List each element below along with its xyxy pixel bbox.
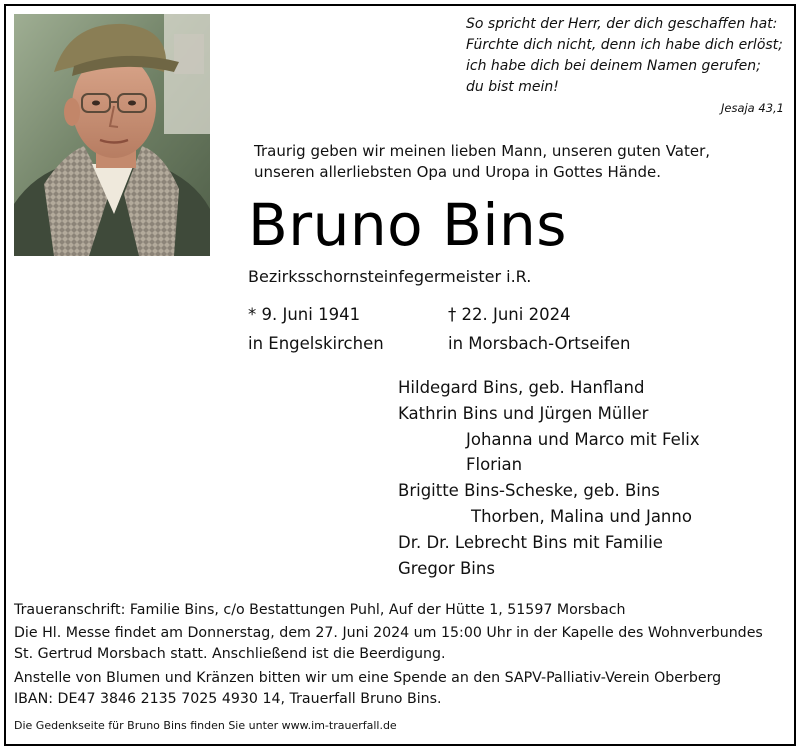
- mourner-item: Johanna und Marco mit Felix: [466, 429, 700, 449]
- mourner-item: Gregor Bins: [398, 558, 495, 578]
- intro-line: unseren allerliebsten Opa und Uropa in Gottes Hände.: [254, 163, 661, 181]
- donation-info: Anstelle von Blumen und Kränzen bitten wir um eine Spende an den SAPV-Palliativ-Verein Oberberg: [14, 669, 722, 686]
- mourning-address: Traueranschrift: Familie Bins, c/o Bestattungen Puhl, Auf der Hütte 1, 51597 Morsbach: [14, 602, 626, 618]
- verse-line: du bist mein!: [466, 79, 559, 95]
- donation-iban: IBAN: DE47 3846 2135 7025 4930 14, Trauerfall Bruno Bins.: [14, 690, 442, 707]
- birth-place: in Engelskirchen: [248, 334, 384, 353]
- verse-line: Fürchte dich nicht, denn ich habe dich erlöst;: [466, 37, 783, 53]
- intro-line: Traurig geben wir meinen lieben Mann, unseren guten Vater,: [254, 142, 711, 160]
- mass-info: Die Hl. Messe findet am Donnerstag, dem 27. Juni 2024 um 15:00 Uhr in der Kapelle des Wohnverbundes: [14, 625, 763, 642]
- notices-block: [14, 600, 790, 710]
- mourner-item: Kathrin Bins und Jürgen Müller: [398, 403, 649, 423]
- birth-date: * 9. Juni 1941: [248, 305, 361, 324]
- death-date: † 22. Juni 2024: [448, 305, 571, 324]
- death-info: [448, 300, 631, 358]
- mourner-item: Hildegard Bins, geb. Hanfland: [398, 378, 645, 397]
- mourner-item: Florian: [466, 455, 523, 475]
- verse-line: ich habe dich bei deinem Namen gerufen;: [466, 58, 761, 74]
- deceased-name: Bruno Bins: [248, 191, 567, 259]
- death-place: in Morsbach-Ortseifen: [448, 334, 631, 353]
- mourner-item: Dr. Dr. Lebrecht Bins mit Familie: [398, 532, 663, 552]
- mourner-item: Thorben, Malina und Janno: [471, 506, 692, 526]
- portrait-illustration: [14, 14, 210, 256]
- verse-line: So spricht der Herr, der dich geschaffen hat:: [466, 16, 778, 32]
- intro-text: [254, 141, 710, 183]
- verse-reference: Jesaja 43,1: [720, 101, 784, 115]
- memorial-page-link[interactable]: Die Gedenkseite für Bruno Bins finden Sie unter www.im-trauerfall.de: [14, 719, 397, 732]
- birth-info: [248, 300, 384, 358]
- mourners-list: [398, 375, 700, 581]
- portrait-photo: [14, 14, 210, 256]
- bible-verse: [466, 14, 792, 98]
- deceased-occupation: Bezirksschornsteinfegermeister i.R.: [248, 267, 532, 286]
- mass-info: St. Gertrud Morsbach statt. Anschließend ist die Beerdigung.: [14, 646, 446, 663]
- mourner-item: Brigitte Bins-Scheske, geb. Bins: [398, 481, 660, 501]
